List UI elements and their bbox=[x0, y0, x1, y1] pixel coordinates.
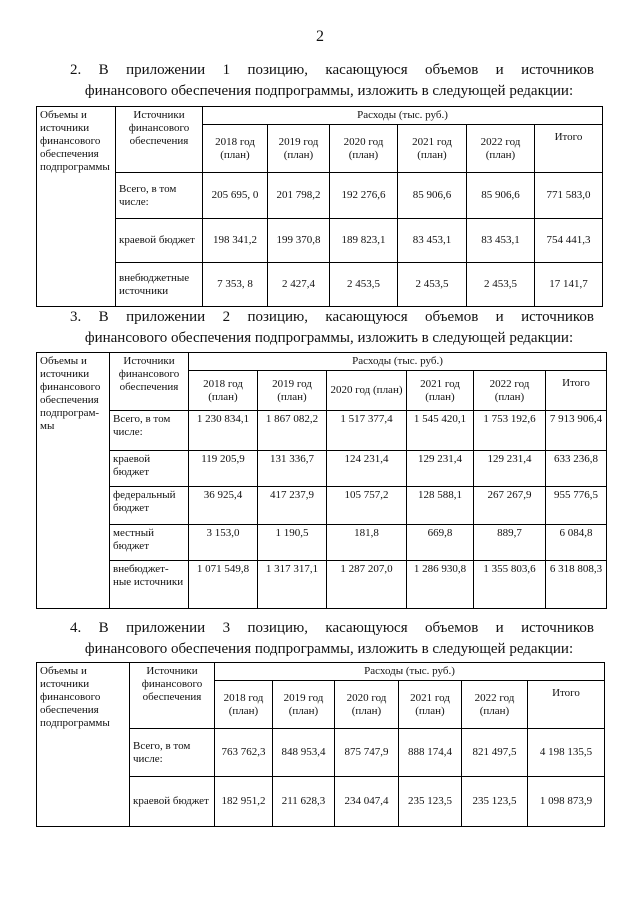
sources-header: Источники финансового обеспечения bbox=[116, 107, 203, 173]
section-2-table bbox=[36, 106, 603, 307]
year-header: 2019 год (план) bbox=[273, 681, 335, 729]
total-header: Итого bbox=[546, 371, 607, 411]
value-cell: 2 453,5 bbox=[467, 263, 535, 307]
year-header: 2020 год (план) bbox=[335, 681, 399, 729]
volumes-header: Объемы и источники финансового обеспечения подпрограм-мы bbox=[37, 353, 110, 609]
value-cell: 129 231,4 bbox=[407, 451, 474, 487]
value-cell: 848 953,4 bbox=[273, 729, 335, 777]
value-cell: 85 906,6 bbox=[467, 173, 535, 219]
year-header: 2019 год (план) bbox=[258, 371, 327, 411]
value-cell: 1 545 420,1 bbox=[407, 411, 474, 451]
total-header: Итого bbox=[535, 125, 603, 173]
value-cell: 633 236,8 bbox=[546, 451, 607, 487]
year-header: 2020 год (план) bbox=[327, 371, 407, 411]
source-label: краевой бюджет bbox=[116, 219, 203, 263]
value-cell: 235 123,5 bbox=[399, 777, 462, 827]
value-cell: 181,8 bbox=[327, 525, 407, 561]
value-cell: 119 205,9 bbox=[189, 451, 258, 487]
value-cell: 6 084,8 bbox=[546, 525, 607, 561]
value-cell: 1 287 207,0 bbox=[327, 561, 407, 609]
table-row bbox=[37, 561, 607, 609]
year-header: 2021 год (план) bbox=[407, 371, 474, 411]
section-3-table bbox=[36, 352, 607, 609]
value-cell: 2 453,5 bbox=[398, 263, 467, 307]
source-label: внебюджет-ные источники bbox=[110, 561, 189, 609]
value-cell: 205 695, 0 bbox=[203, 173, 268, 219]
value-cell: 6 318 808,3 bbox=[546, 561, 607, 609]
value-cell: 771 583,0 bbox=[535, 173, 603, 219]
volumes-header: Объемы и источники финансового обеспечения подпрограммы bbox=[37, 107, 116, 307]
source-label: внебюджетные источники bbox=[116, 263, 203, 307]
year-header: 2020 год (план) bbox=[330, 125, 398, 173]
value-cell: 17 141,7 bbox=[535, 263, 603, 307]
value-cell: 7 913 906,4 bbox=[546, 411, 607, 451]
value-cell: 669,8 bbox=[407, 525, 474, 561]
section-2-line-2: финансового обеспечения подпрограммы, изложить в следующей редакции: bbox=[84, 83, 574, 99]
value-cell: 1 753 192,6 bbox=[474, 411, 546, 451]
value-cell: 182 951,2 bbox=[215, 777, 273, 827]
value-cell: 763 762,3 bbox=[215, 729, 273, 777]
expenses-header: Расходы (тыс. руб.) bbox=[203, 107, 603, 125]
volumes-header: Объемы и источники финансового обеспечения подпрограммы bbox=[37, 663, 130, 827]
source-label: Всего, в том числе: bbox=[116, 173, 203, 219]
value-cell: 754 441,3 bbox=[535, 219, 603, 263]
source-label: федеральный бюджет bbox=[110, 487, 189, 525]
value-cell: 955 776,5 bbox=[546, 487, 607, 525]
value-cell: 192 276,6 bbox=[330, 173, 398, 219]
year-header: 2022 год (план) bbox=[474, 371, 546, 411]
value-cell: 821 497,5 bbox=[462, 729, 528, 777]
value-cell: 199 370,8 bbox=[268, 219, 330, 263]
value-cell: 267 267,9 bbox=[474, 487, 546, 525]
year-header: 2022 год (план) bbox=[467, 125, 535, 173]
source-label: краевой бюджет bbox=[110, 451, 189, 487]
value-cell: 198 341,2 bbox=[203, 219, 268, 263]
sources-header: Источники финансового обеспечения bbox=[110, 353, 189, 411]
page-number: 2 bbox=[316, 28, 324, 45]
value-cell: 36 925,4 bbox=[189, 487, 258, 525]
value-cell: 1 286 930,8 bbox=[407, 561, 474, 609]
year-header: 2018 год (план) bbox=[215, 681, 273, 729]
year-header: 2021 год (план) bbox=[398, 125, 467, 173]
expenses-header: Расходы (тыс. руб.) bbox=[189, 353, 607, 371]
value-cell: 1 317 317,1 bbox=[258, 561, 327, 609]
table-row bbox=[37, 451, 607, 487]
value-cell: 85 906,6 bbox=[398, 173, 467, 219]
value-cell: 131 336,7 bbox=[258, 451, 327, 487]
value-cell: 128 588,1 bbox=[407, 487, 474, 525]
section-2-paragraph bbox=[70, 60, 594, 102]
value-cell: 2 453,5 bbox=[330, 263, 398, 307]
value-cell: 1 517 377,4 bbox=[327, 411, 407, 451]
table-row bbox=[37, 173, 603, 219]
source-label: Всего, в том числе: bbox=[130, 729, 215, 777]
year-header: 2018 год (план) bbox=[189, 371, 258, 411]
source-label: Всего, в том числе: bbox=[110, 411, 189, 451]
table-row bbox=[37, 525, 607, 561]
expenses-header: Расходы (тыс. руб.) bbox=[215, 663, 605, 681]
section-3-paragraph bbox=[70, 307, 594, 349]
value-cell: 7 353, 8 bbox=[203, 263, 268, 307]
section-2-line-1: 2. В приложении 1 позицию, касающуюся объемов и источников bbox=[70, 62, 594, 78]
value-cell: 201 798,2 bbox=[268, 173, 330, 219]
value-cell: 234 047,4 bbox=[335, 777, 399, 827]
value-cell: 1 867 082,2 bbox=[258, 411, 327, 451]
section-4-table bbox=[36, 662, 605, 827]
year-header: 2018 год (план) bbox=[203, 125, 268, 173]
year-header: 2022 год (план) bbox=[462, 681, 528, 729]
value-cell: 189 823,1 bbox=[330, 219, 398, 263]
table-row bbox=[37, 219, 603, 263]
year-header: 2019 год (план) bbox=[268, 125, 330, 173]
section-4-line-2: финансового обеспечения подпрограммы, изложить в следующей редакции: bbox=[84, 641, 574, 657]
value-cell: 2 427,4 bbox=[268, 263, 330, 307]
value-cell: 4 198 135,5 bbox=[528, 729, 605, 777]
value-cell: 1 098 873,9 bbox=[528, 777, 605, 827]
value-cell: 3 153,0 bbox=[189, 525, 258, 561]
year-header: 2021 год (план) bbox=[399, 681, 462, 729]
value-cell: 1 230 834,1 bbox=[189, 411, 258, 451]
value-cell: 83 453,1 bbox=[398, 219, 467, 263]
value-cell: 1 071 549,8 bbox=[189, 561, 258, 609]
value-cell: 124 231,4 bbox=[327, 451, 407, 487]
value-cell: 211 628,3 bbox=[273, 777, 335, 827]
value-cell: 105 757,2 bbox=[327, 487, 407, 525]
table-row bbox=[37, 487, 607, 525]
value-cell: 889,7 bbox=[474, 525, 546, 561]
sources-header: Источники финансового обеспечения bbox=[130, 663, 215, 729]
value-cell: 235 123,5 bbox=[462, 777, 528, 827]
value-cell: 129 231,4 bbox=[474, 451, 546, 487]
section-3-line-1: 3. В приложении 2 позицию, касающуюся объемов и источников bbox=[70, 309, 594, 325]
table-row bbox=[37, 263, 603, 307]
section-4-line-1: 4. В приложении 3 позицию, касающуюся объемов и источников bbox=[70, 620, 594, 636]
value-cell: 1 190,5 bbox=[258, 525, 327, 561]
value-cell: 417 237,9 bbox=[258, 487, 327, 525]
value-cell: 875 747,9 bbox=[335, 729, 399, 777]
value-cell: 1 355 803,6 bbox=[474, 561, 546, 609]
total-header: Итого bbox=[528, 681, 605, 729]
section-4-paragraph bbox=[70, 618, 594, 660]
source-label: местный бюджет bbox=[110, 525, 189, 561]
value-cell: 83 453,1 bbox=[467, 219, 535, 263]
section-3-line-2: финансового обеспечения подпрограммы, изложить в следующей редакции: bbox=[84, 330, 574, 346]
source-label: краевой бюджет bbox=[130, 777, 215, 827]
value-cell: 888 174,4 bbox=[399, 729, 462, 777]
table-row bbox=[37, 411, 607, 451]
